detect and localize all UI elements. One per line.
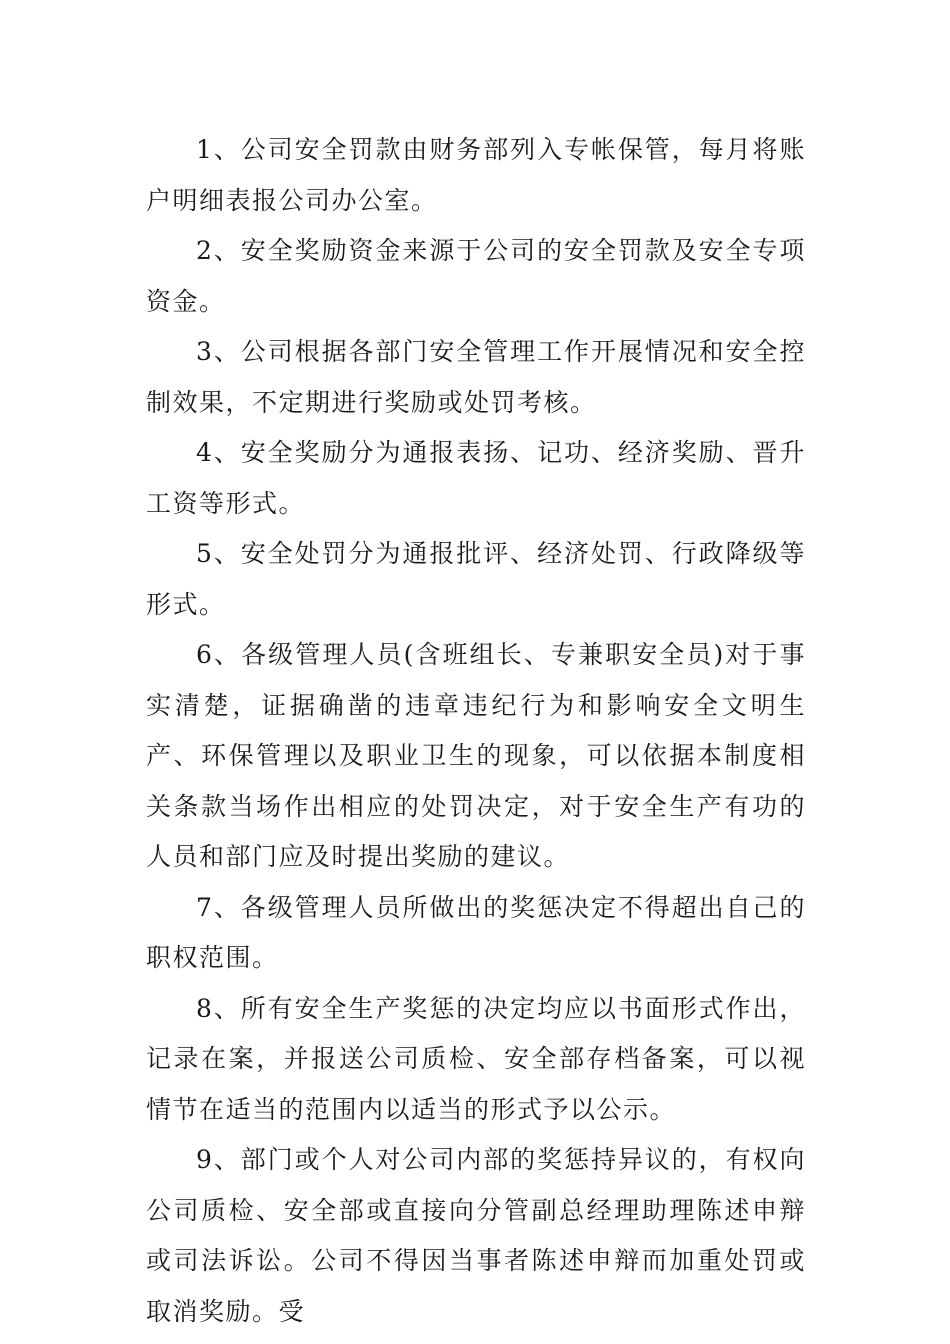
document-body bbox=[146, 125, 806, 1337]
paragraph-6: 6、各级管理人员(含班组长、专兼职安全员)对于事实清楚，证据确凿的违章违纪行为和影响安全文明生产、环保管理以及职业卫生的现象，可以依据本制度相关条款当场作出相应的处罚决定，对于安全生产有功的人员和部门应及时提出奖励的建议。 bbox=[146, 640, 806, 871]
paragraph-1: 1、公司安全罚款由财务部列入专帐保管，每月将账户明细表报公司办公室。 bbox=[146, 135, 806, 215]
paragraph-7: 7、各级管理人员所做出的奖惩决定不得超出自己的职权范围。 bbox=[146, 892, 806, 972]
paragraph-9: 9、部门或个人对公司内部的奖惩持异议的，有权向公司质检、安全部或直接向分管副总经理助理陈述申辩或司法诉讼。公司不得因当事者陈述申辩而加重处罚或取消奖励。受 bbox=[146, 1145, 806, 1326]
paragraph-4: 4、安全奖励分为通报表扬、记功、经济奖励、晋升工资等形式。 bbox=[146, 438, 806, 518]
paragraph-5: 5、安全处罚分为通报批评、经济处罚、行政降级等形式。 bbox=[146, 539, 806, 619]
paragraph-3: 3、公司根据各部门安全管理工作开展情况和安全控制效果，不定期进行奖励或处罚考核。 bbox=[146, 337, 806, 417]
paragraph-8: 8、所有安全生产奖惩的决定均应以书面形式作出，记录在案，并报送公司质检、安全部存档备案，可以视情节在适当的范围内以适当的形式予以公示。 bbox=[146, 993, 806, 1124]
paragraph-2: 2、安全奖励资金来源于公司的安全罚款及安全专项资金。 bbox=[146, 236, 806, 316]
